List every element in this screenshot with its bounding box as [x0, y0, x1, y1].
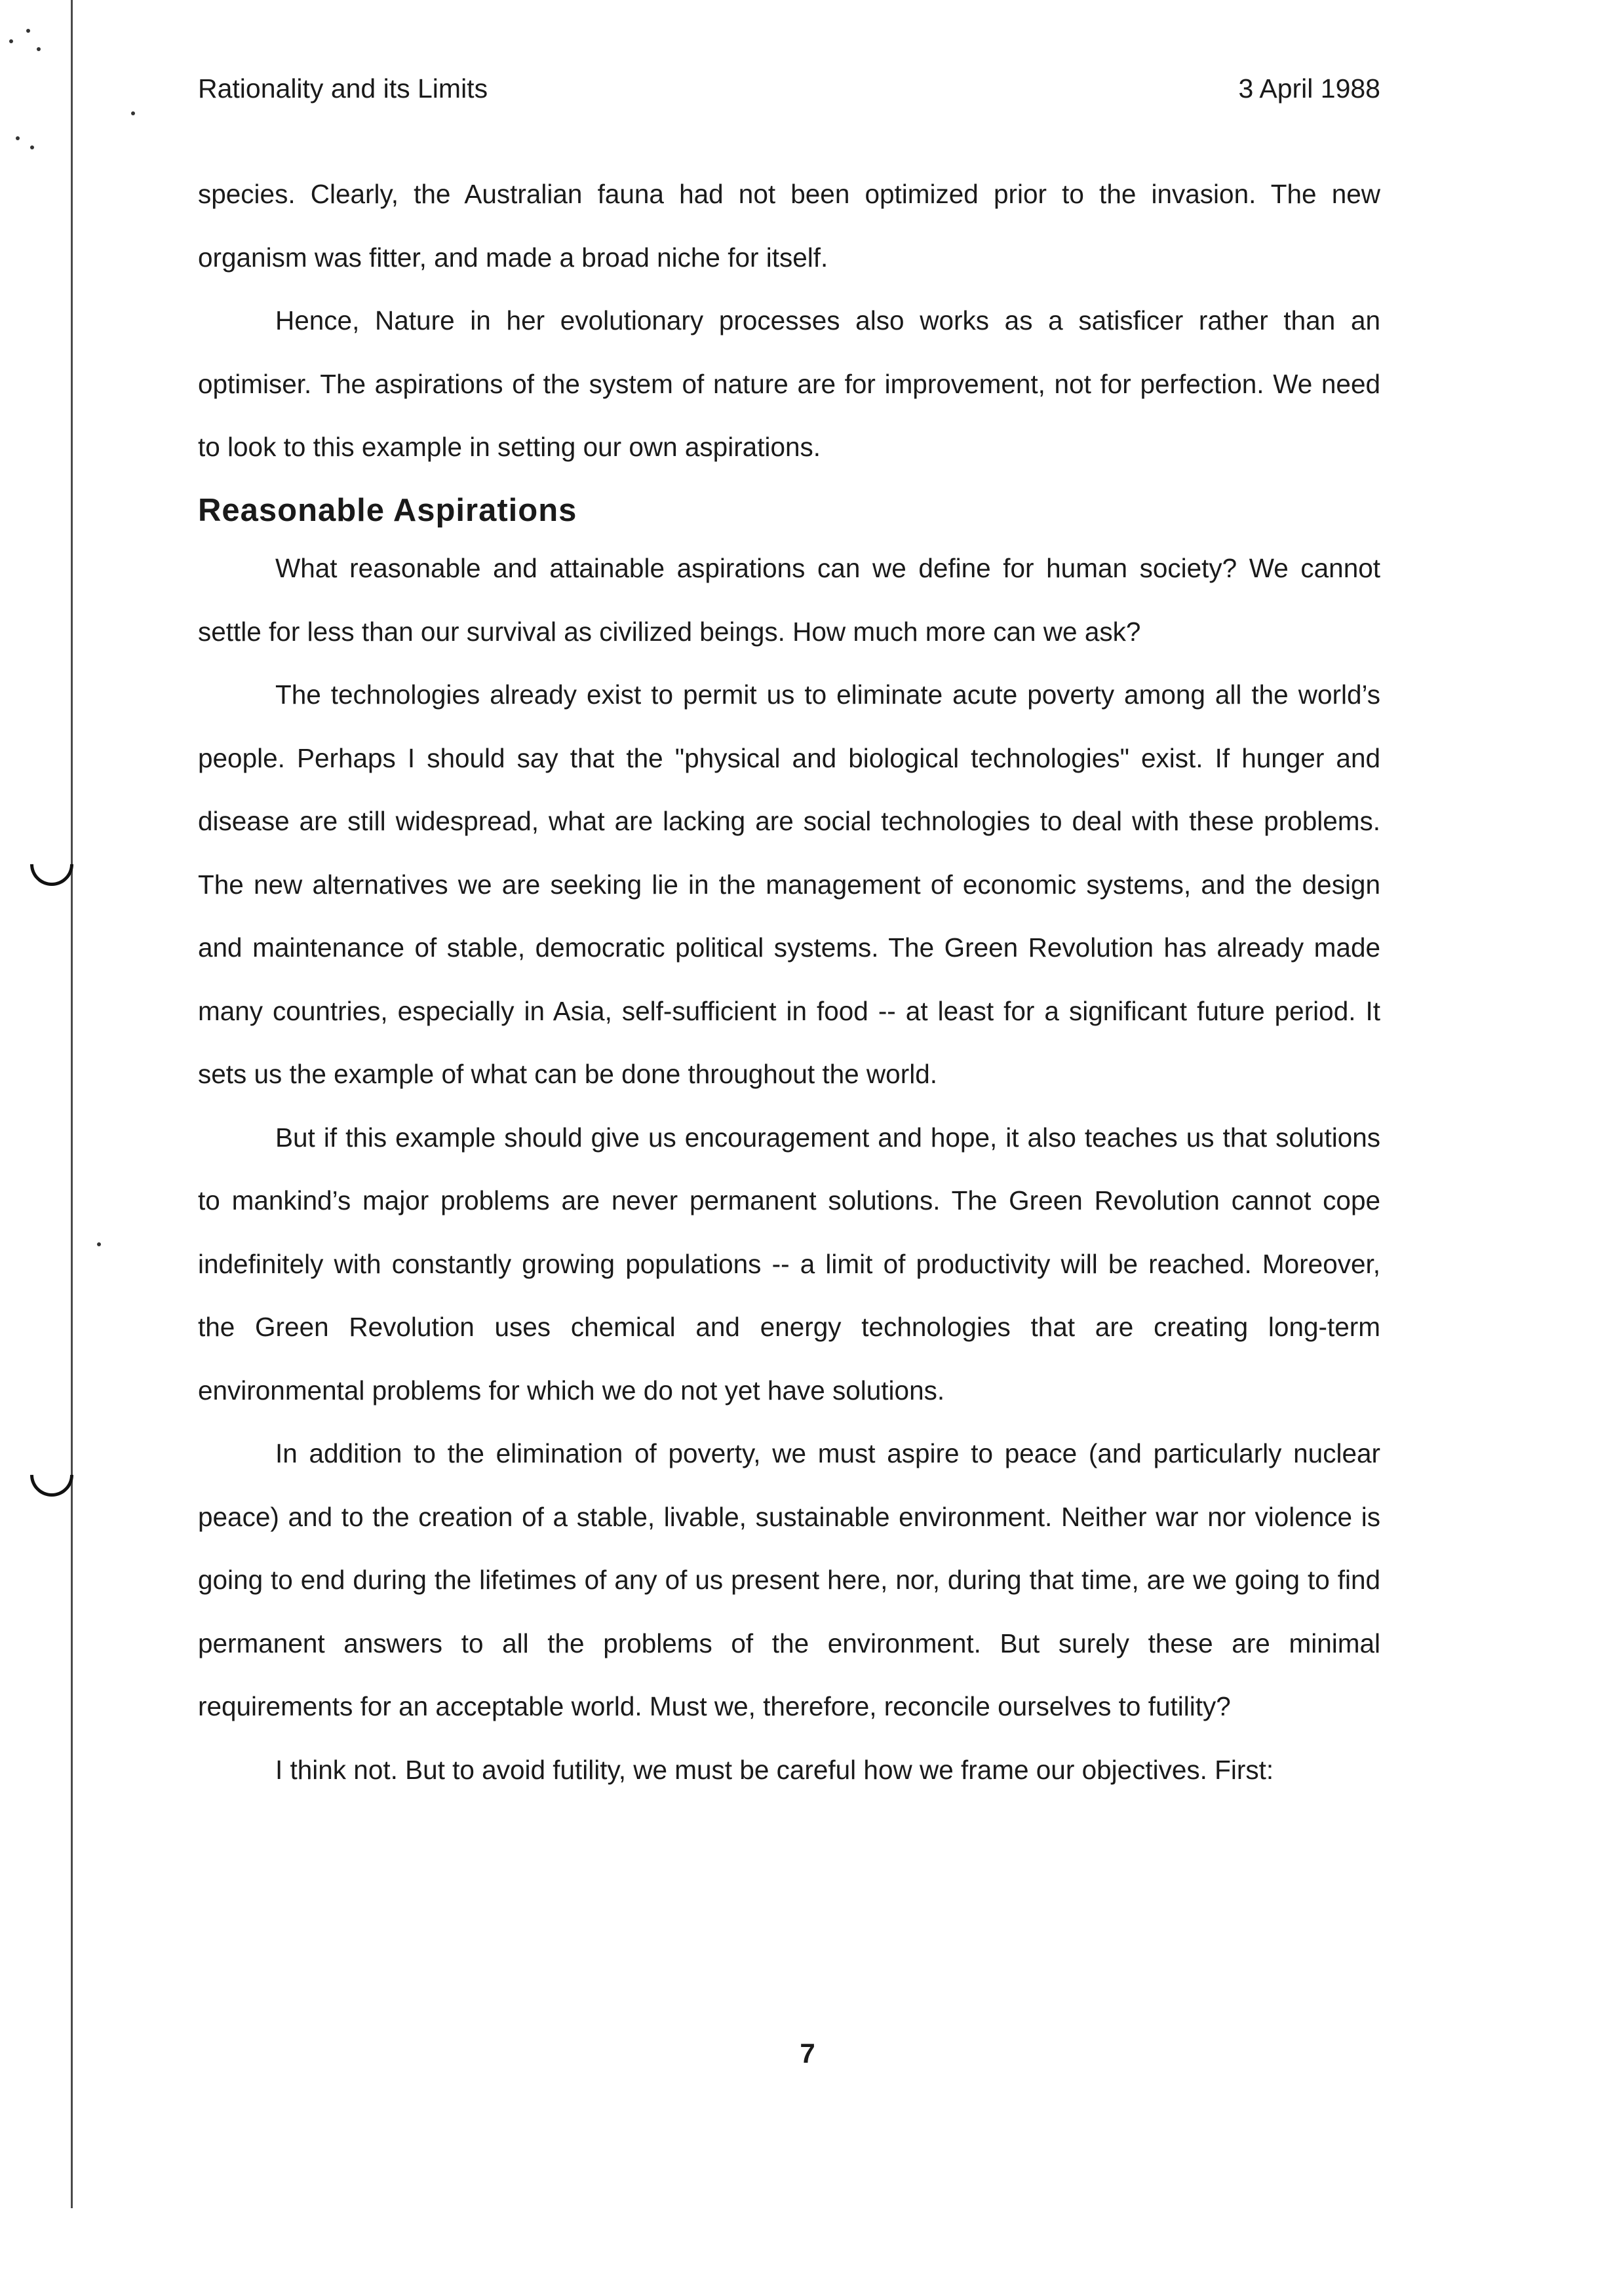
page-number: 7 — [800, 2038, 815, 2069]
scan-speck — [30, 145, 34, 149]
binding-hole-mark-lower — [21, 1444, 82, 1505]
paragraph-continued: species. Clearly, the Australian fauna had not been optimized prior to the invasion. The new organism was fitter, and made a broad niche for itself. — [198, 179, 1380, 273]
header-date: 3 April 1988 — [1238, 73, 1380, 104]
binding-hole-mark-upper — [21, 833, 82, 894]
scan-speck — [97, 1242, 101, 1246]
body-text — [198, 163, 1380, 1801]
scan-speck — [131, 111, 135, 115]
scan-speck — [9, 39, 13, 43]
binding-edge-line — [71, 0, 73, 2208]
paragraph: I think not. But to avoid futility, we must be careful how we frame our objectives. First: — [275, 1754, 1274, 1785]
paragraph: But if this example should give us encouragement and hope, it also teaches us that solutions to mankind’s major problems are never permanent solutions. The Green Revolution cannot cope indefinitely with constantly growing populations -- a limit of productivity will be reached. Moreover, the Green Revolution uses chemical and energy technologies that are creating long-term environmental problems for which we do not yet have solutions. — [198, 1122, 1380, 1406]
header-title: Rationality and its Limits — [198, 73, 488, 104]
paragraph: In addition to the elimination of poverty, we must aspire to peace (and particularly nuclear peace) and to the creation of a stable, livable, sustainable environment. Neither war nor violence is going to end during the lifetimes of any of us present here, nor, during that time, are we going to find permanent answers to all the problems of the environment. But surely these are minimal requirements for an acceptable world. Must we, therefore, reconcile ourselves to futility? — [198, 1438, 1380, 1721]
running-header — [198, 73, 1380, 113]
paragraph: The technologies already exist to permit us to eliminate acute poverty among all the world’s people. Perhaps I should say that the "physical and biological technologies" exist. If hunger and disease are still widespread, what are lacking are social technologies to deal with these problems. The new alternatives we are seeking lie in the management of economic systems, and the design and maintenance of stable, democratic political systems. The Green Revolution has already made many countries, especially in Asia, self-sufficient in food -- at least for a significant future period. It sets us the example of what can be done throughout the world. — [198, 679, 1380, 1089]
scan-speck — [26, 29, 30, 33]
section-heading: Reasonable Aspirations — [198, 492, 577, 528]
scan-speck — [16, 136, 20, 140]
paragraph: What reasonable and attainable aspirations can we define for human society? We cannot settle for less than our survival as civilized beings. How much more can we ask? — [198, 553, 1380, 647]
paragraph: Hence, Nature in her evolutionary processes also works as a satisficer rather than an optimiser. The aspirations of the system of nature are for improvement, not for perfection. We need to look to this example in setting our own aspirations. — [198, 305, 1380, 462]
scan-speck — [37, 47, 41, 51]
